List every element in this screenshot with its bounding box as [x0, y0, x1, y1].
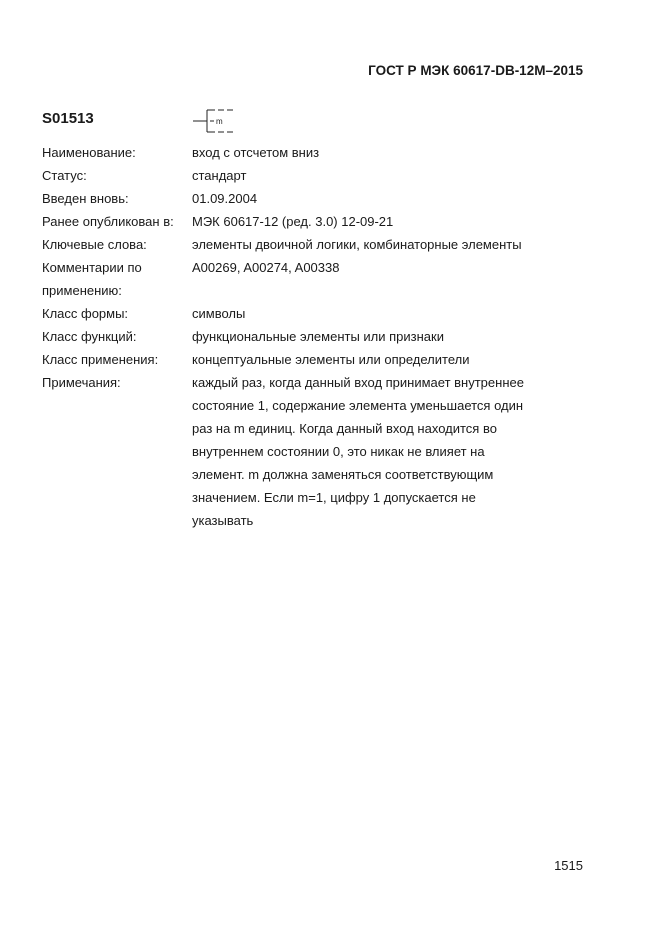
entry-code: S01513: [42, 110, 94, 127]
field-label: Комментарии по применению:: [42, 260, 142, 298]
field-label: Наименование:: [42, 145, 136, 160]
field-label: Введен вновь:: [42, 191, 129, 206]
field-label: Статус:: [42, 168, 87, 183]
field-value: 01.09.2004: [192, 191, 258, 206]
field-value: A00269, A00274, A00338: [192, 260, 340, 275]
field-notes: [42, 371, 542, 532]
svg-text:m: m: [216, 117, 223, 126]
field-status: [42, 164, 542, 187]
field-label: Ранее опубликован в:: [42, 214, 174, 229]
counting-down-input-symbol-icon: [193, 107, 243, 135]
field-label: Примечания:: [42, 375, 121, 390]
field-label: Класс формы:: [42, 306, 129, 321]
field-label: Класс применения:: [42, 352, 159, 367]
field-name: [42, 141, 542, 164]
field-keywords: [42, 233, 542, 256]
field-application-notes: [42, 256, 542, 302]
field-label: Класс функций:: [42, 329, 137, 344]
page-number: 1515: [554, 858, 583, 873]
field-value: функциональные элементы или признаки: [192, 329, 444, 344]
field-value: каждый раз, когда данный вход принимает внутреннее состояние 1, содержание элемента уменьшается один раз на m единиц. Когда данный вход находится во внутреннем состоянии 0, это никак не влияет на элемент. m должна заменяться соответствующим значением. Если m=1, цифру 1 допускается не указывать: [192, 375, 524, 528]
standard-header: ГОСТ Р МЭК 60617-DB-12M–2015: [368, 63, 583, 78]
field-introduced: [42, 187, 542, 210]
field-value: элементы двоичной логики, комбинаторные элементы: [192, 237, 522, 252]
field-label: Ключевые слова:: [42, 237, 147, 252]
field-value: символы: [192, 306, 246, 321]
entry-fields: [42, 141, 542, 532]
field-application-class: [42, 348, 542, 371]
field-function-class: [42, 325, 542, 348]
field-previously-published: [42, 210, 542, 233]
field-value: стандарт: [192, 168, 247, 183]
field-value: концептуальные элементы или определители: [192, 352, 470, 367]
field-value: МЭК 60617-12 (ред. 3.0) 12-09-21: [192, 214, 394, 229]
field-value: вход с отсчетом вниз: [192, 145, 320, 160]
field-form-class: [42, 302, 542, 325]
